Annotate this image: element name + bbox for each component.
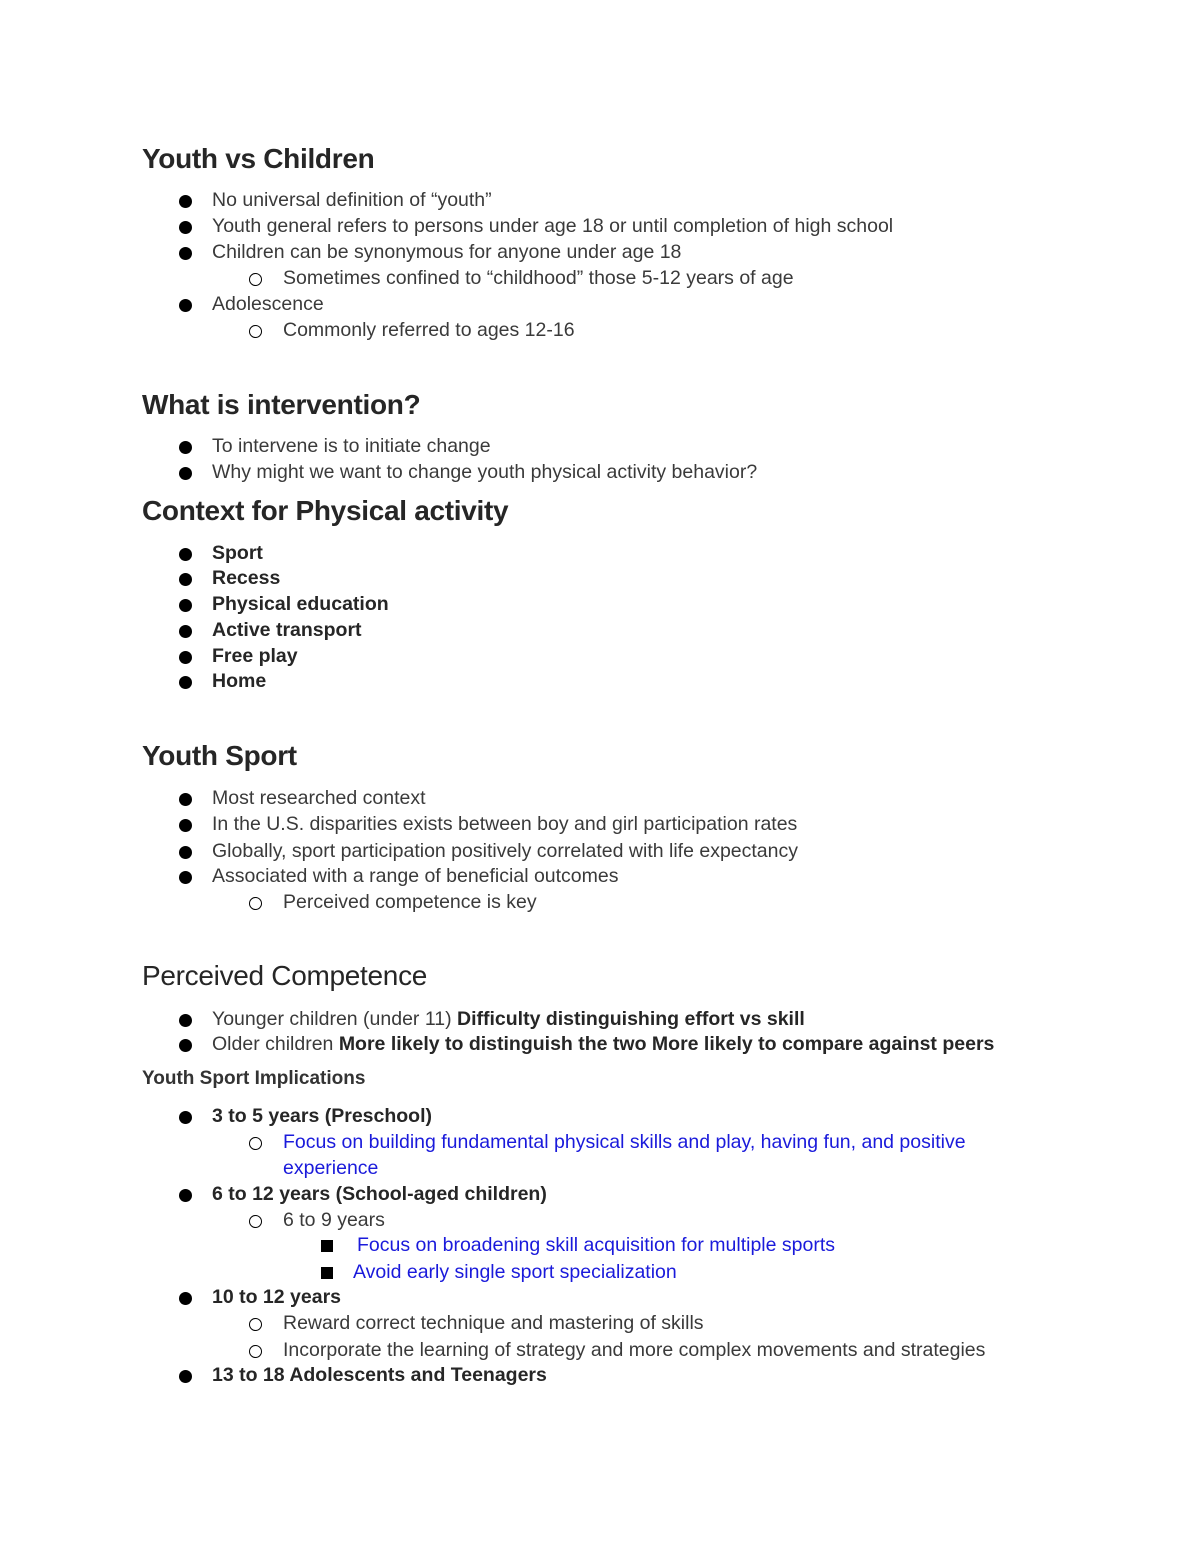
list-item: 3 to 5 years (Preschool): [212, 1103, 432, 1129]
heading-youth-sport: Youth Sport: [142, 740, 297, 771]
bullet-circle-icon: [249, 1137, 262, 1150]
list-item-nested: Incorporate the learning of strategy and more complex movements and strategies: [283, 1337, 985, 1363]
bullet-disc-icon: [179, 651, 192, 664]
list-item: Active transport: [212, 617, 362, 643]
list-item-nested: Sometimes confined to “childhood” those 5-12 years of age: [283, 265, 794, 291]
bullet-disc-icon: [179, 1292, 192, 1305]
bullet-disc-icon: [179, 548, 192, 561]
bullet-disc-icon: [179, 299, 192, 312]
list-item-nested: Perceived competence is key: [283, 889, 537, 915]
list-item: 6 to 12 years (School-aged children): [212, 1181, 547, 1207]
list-item: Most researched context: [212, 785, 426, 811]
list-item: Adolescence: [212, 291, 324, 317]
bullet-disc-icon: [179, 1014, 192, 1027]
list-item-nested: 6 to 9 years: [283, 1207, 385, 1233]
bullet-disc-icon: [179, 1370, 192, 1383]
heading-youth-sport-implications: Youth Sport Implications: [142, 1068, 366, 1089]
list-item: 13 to 18 Adolescents and Teenagers: [212, 1362, 547, 1388]
bullet-disc-icon: [179, 871, 192, 884]
bullet-disc-icon: [179, 247, 192, 260]
bullet-circle-icon: [249, 1345, 262, 1358]
list-item: Why might we want to change youth physical activity behavior?: [212, 459, 757, 485]
bullet-circle-icon: [249, 1318, 262, 1331]
bullet-circle-icon: [249, 1215, 262, 1228]
list-item: Associated with a range of beneficial outcomes: [212, 863, 618, 889]
bullet-disc-icon: [179, 441, 192, 454]
bullet-disc-icon: [179, 676, 192, 689]
heading-perceived-competence: Perceived Competence: [142, 960, 428, 991]
bullet-square-icon: [321, 1240, 333, 1252]
list-item-nested: Reward correct technique and mastering of skills: [283, 1310, 704, 1336]
list-item: Free play: [212, 643, 298, 669]
bullet-disc-icon: [179, 1039, 192, 1052]
list-item: Children can be synonymous for anyone under age 18: [212, 239, 681, 265]
list-item: 10 to 12 years: [212, 1284, 341, 1310]
bullet-disc-icon: [179, 195, 192, 208]
heading-what-is-intervention: What is intervention?: [142, 389, 421, 420]
bullet-circle-icon: [249, 273, 262, 286]
bullet-square-icon: [321, 1267, 333, 1279]
list-item: In the U.S. disparities exists between boy and girl participation rates: [212, 811, 797, 837]
bullet-disc-icon: [179, 1189, 192, 1202]
bullet-disc-icon: [179, 573, 192, 586]
bullet-disc-icon: [179, 819, 192, 832]
bullet-disc-icon: [179, 793, 192, 806]
list-item: Sport: [212, 540, 263, 566]
heading-youth-vs-children: Youth vs Children: [142, 143, 375, 174]
bullet-circle-icon: [249, 897, 262, 910]
bullet-disc-icon: [179, 599, 192, 612]
heading-context-physical-activity: Context for Physical activity: [142, 495, 509, 526]
list-item-nested-2: Focus on broadening skill acquisition for multiple sports: [357, 1232, 835, 1258]
list-item-nested: Focus on building fundamental physical skills and play, having fun, and positive experience: [283, 1129, 1043, 1181]
bullet-disc-icon: [179, 221, 192, 234]
list-item: Home: [212, 668, 266, 694]
list-item: Recess: [212, 565, 280, 591]
list-item-nested-2: Avoid early single sport specialization: [353, 1259, 677, 1285]
bullet-disc-icon: [179, 467, 192, 480]
bullet-disc-icon: [179, 625, 192, 638]
list-item: To intervene is to initiate change: [212, 433, 491, 459]
list-item: No universal definition of “youth”: [212, 187, 492, 213]
list-item: Globally, sport participation positively correlated with life expectancy: [212, 838, 798, 864]
list-item-nested: Commonly referred to ages 12-16: [283, 317, 575, 343]
list-item: Youth general refers to persons under age 18 or until completion of high school: [212, 213, 893, 239]
list-item: Older children More likely to distinguish the two More likely to compare against peers: [212, 1031, 994, 1057]
bullet-disc-icon: [179, 1111, 192, 1124]
list-item: Physical education: [212, 591, 389, 617]
bullet-circle-icon: [249, 325, 262, 338]
list-item: Younger children (under 11) Difficulty distinguishing effort vs skill: [212, 1006, 805, 1032]
bullet-disc-icon: [179, 846, 192, 859]
